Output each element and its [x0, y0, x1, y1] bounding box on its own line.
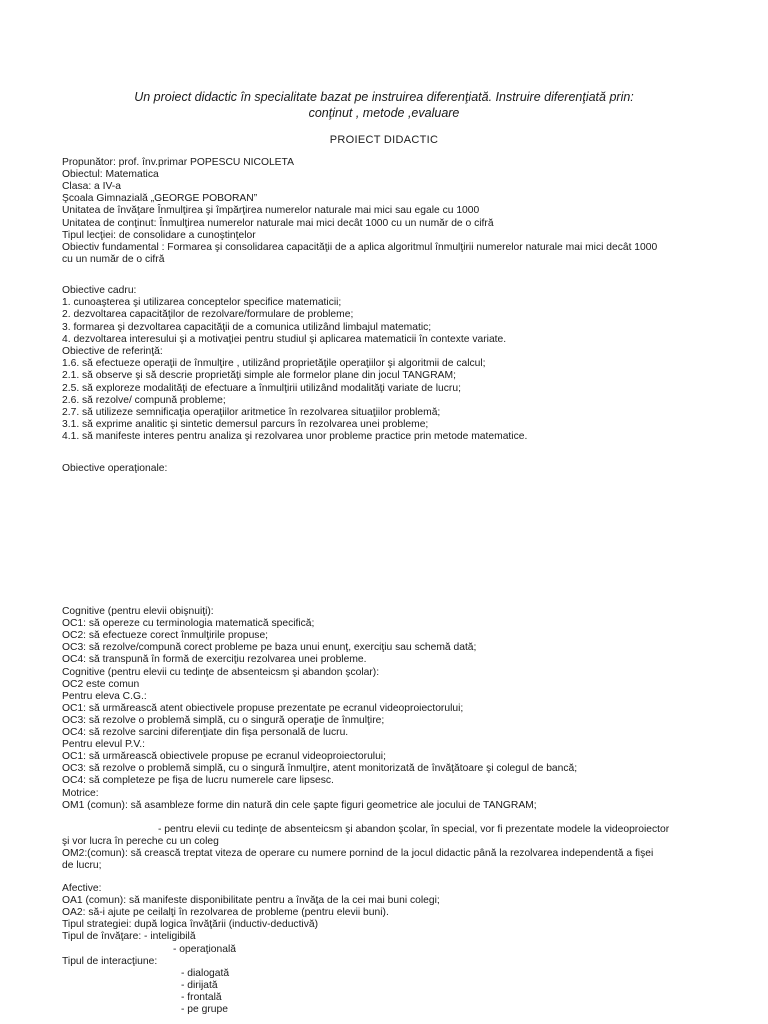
cognitive-line: Pentru eleva C.G.: — [62, 690, 147, 702]
cognitive-line: OC3: să rezolve o problemă simplă, cu o singură operaţie de înmulţire; — [62, 714, 385, 726]
cadru-line: Obiective de referinţă: — [62, 346, 163, 357]
header-line: Unitatea de învăţare Înmulţirea şi împărţirea numerelor naturale mai mici sau egale cu 1000 — [62, 205, 480, 217]
cadru-line: 2.5. să exploreze modalităţi de efectuare a înmulţirii utilizând modalităţi variate de lucru; — [62, 382, 461, 394]
header-line: Unitatea de conţinut: Înmulţirea numerelor naturale mai mici decât 1000 cu un număr de o cifră — [62, 217, 494, 229]
cognitive-line: OC2: să efectueze corect înmulţirile propuse; — [62, 630, 269, 642]
header-line: Obiectiv fundamental : Formarea şi consolidarea capacităţii de a aplica algoritmul înmulţirii numerelor naturale mai mici decât 1000 — [62, 241, 658, 253]
cadru-line: 3. formarea şi dezvoltarea capacităţii de a comunica utilizând limbajul matematic; — [62, 321, 432, 333]
motrice-continuation-line: şi vor lucra în pereche cu un coleg — [62, 836, 219, 847]
cadru-line: 3.1. să exprime analitic şi sintetic demersul parcurs în rezolvarea unei probleme; — [62, 419, 429, 431]
document-title-line-2: conţinut , metode ,evaluare — [308, 106, 460, 120]
header-line: Obiectul: Matematica — [62, 169, 159, 181]
header-line: Tipul lecţiei: de consolidare a cunoştinţelor — [62, 229, 256, 241]
cognitive-line: OC2 este comun — [62, 678, 140, 690]
cadru-line: 2.7. să utilizeze semnificaţia operaţiilor aritmetice în rezolvarea situaţiilor problemă; — [62, 407, 441, 418]
document-title-line-1: Un proiect didactic în specialitate bazat pe instruirea diferenţiată. Instruire diferenţiată prin: — [134, 90, 634, 104]
cognitive-line: OC1: să urmărească atent obiectivele propuse prezentate pe ecranul videoproiectorului; — [62, 702, 464, 714]
cadru-line: 4. dezvoltarea interesului şi a motivaţiei pentru studiul şi aplicarea matematicii în contexte variate. — [62, 333, 507, 345]
cadru-line: Obiective cadru: — [62, 285, 137, 296]
cadru-line: 2.1. să observe şi să descrie proprietăţi simple ale formelor plane din jocul TANGRAM; — [62, 370, 456, 382]
afective-line: Tipul strategiei: după logica învăţării (inductiv-deductivă) — [62, 919, 319, 931]
interactiune_items-line: - dirijată — [181, 980, 218, 992]
cadru-line: 1. cunoaşterea şi utilizarea conceptelor specifice matematicii; — [62, 297, 342, 309]
cognitive-line: Motrice: — [62, 787, 99, 799]
cognitive-line: OC3: să rezolve o problemă simplă, cu o singură înmulţire, atent monitorizată de învăţătoare şi colegul de bancă; — [62, 763, 578, 775]
interactiune_items-line: - pe grupe — [181, 1004, 228, 1016]
cadru-line: 2.6. să rezolve/ compună probleme; — [62, 394, 226, 406]
cadru-line: 1.6. să efectueze operaţii de înmulţire , utilizând proprietăţile operaţiilor şi algoritmii de calcul; — [62, 358, 486, 370]
header-line: Propunător: prof. înv.primar POPESCU NICOLETA — [62, 157, 294, 168]
cognitive-line: OC3: să rezolve/compună corect probleme pe baza unui enunţ, exerciţiu sau schemă dată; — [62, 642, 477, 654]
cognitive-line: OC4: să completeze pe fişa de lucru numerele care lipsesc. — [62, 775, 334, 787]
cognitive-line: Pentru elevul P.V.: — [62, 739, 146, 751]
cognitive-line: OC1: să opereze cu terminologia matematică specifică; — [62, 618, 315, 630]
cadru-line: 4.1. să manifeste interes pentru analiza şi rezolvarea unor probleme practice prin metode matematice. — [62, 431, 528, 443]
om2-line-1: OM2:(comun): să crească treptat viteza de operare cu numere pornind de la jocul didactic până la rezolvarea independentă a fişei — [62, 848, 654, 859]
interactiune_items-line: - frontală — [181, 992, 222, 1004]
cognitive-line: Cognitive (pentru elevii cu tedinţe de absenteicsm şi abandon şcolar): — [62, 666, 380, 678]
cognitive-line: OC4: să transpună în formă de exerciţiu rezolvarea unei probleme. — [62, 654, 367, 666]
om2-line-2: de lucru; — [62, 860, 102, 871]
header-line: Clasa: a IV-a — [62, 181, 121, 193]
learning-type-item: - operaţională — [173, 944, 236, 955]
operational-objectives-label: Obiective operaţionale: — [62, 463, 168, 474]
interactiune_items-line: - dialogată — [181, 968, 230, 979]
motrice-indent-line: - pentru elevii cu tedinţe de absenteicsm şi abandon şcolar, în special, vor fi prezentate modele la videoproiector — [158, 824, 670, 835]
cognitive-line: OM1 (comun): să asambleze forme din natură din cele şapte figuri geometrice ale jocului de TANGRAM; — [62, 799, 537, 811]
afective-line: OA2: să-i ajute pe ceilalţi în rezolvarea de probleme (pentru elevii buni). — [62, 907, 389, 919]
cognitive-line: OC1: să urmărească obiectivele propuse pe ecranul videoproiectorului; — [62, 751, 386, 763]
header-line: cu un număr de o cifră — [62, 253, 165, 265]
cognitive-line: OC4: să rezolve sarcini diferenţiate din fişa personală de lucru. — [62, 727, 349, 738]
afective-line: OA1 (comun): să manifeste disponibilitate pentru a învăţa de la cei mai buni colegi; — [62, 895, 440, 907]
cognitive-line: Cognitive (pentru elevii obişnuiţi): — [62, 606, 214, 617]
header-line: Şcoala Gimnazială „GEORGE POBORAN” — [62, 193, 258, 205]
afective-line: Tipul de învăţare: - inteligibilă — [62, 931, 196, 943]
section-heading: PROIECT DIDACTIC — [329, 134, 439, 146]
afective-line: Afective: — [62, 883, 102, 894]
cadru-line: 2. dezvoltarea capacităţilor de rezolvare/formulare de probleme; — [62, 309, 354, 321]
interaction-type-label: Tipul de interacţiune: — [62, 956, 158, 967]
